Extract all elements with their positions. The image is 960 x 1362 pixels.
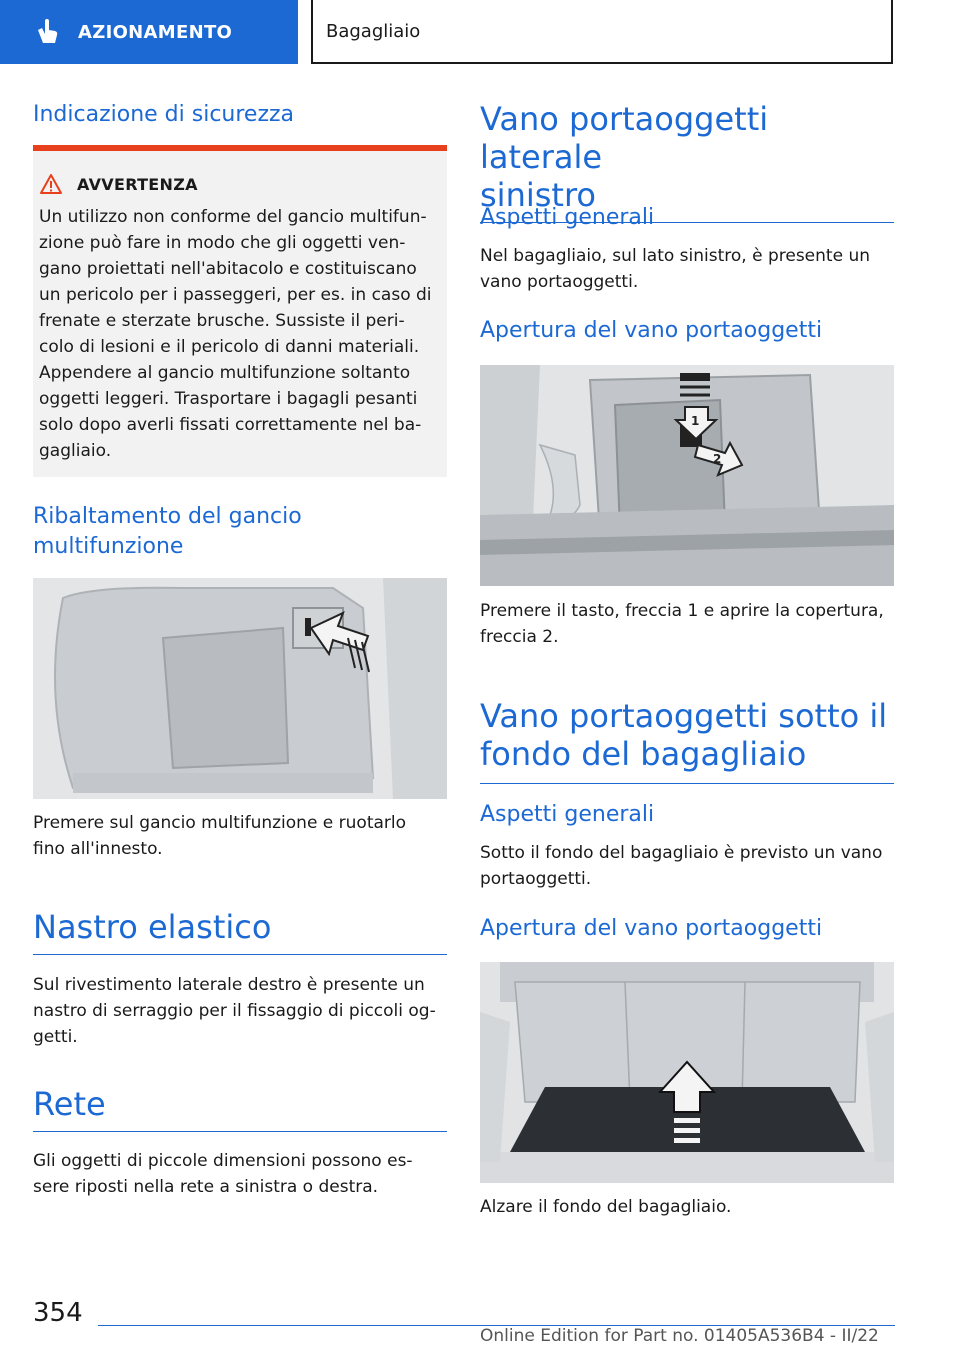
safety-heading-wrap <box>33 102 447 127</box>
warning-line: oggetti leggeri. Trasportare i bagagli pesanti <box>39 389 418 409</box>
chapter-box <box>311 0 893 64</box>
side-general-line: vano portaoggetti. <box>480 272 639 292</box>
net-heading: Rete <box>33 1085 106 1123</box>
side-general-heading: Aspetti generali <box>480 205 655 230</box>
side-opening-text <box>480 598 894 650</box>
side-compartment-illustration <box>480 365 894 586</box>
side-general-wrap <box>480 205 894 230</box>
side-general-text <box>480 243 894 295</box>
net-text-line: Gli oggetti di piccole dimensioni possono es- <box>33 1151 413 1171</box>
section-tab[interactable] <box>0 0 298 64</box>
hook-heading <box>33 502 447 562</box>
side-opening-heading: Apertura del vano portaoggetti <box>480 318 823 343</box>
hook-text <box>33 810 447 862</box>
floor-opening-heading: Apertura del vano portaoggetti <box>480 916 823 941</box>
warning-header <box>39 173 447 195</box>
elastic-heading: Nastro elastico <box>33 908 272 946</box>
side-opening-wrap <box>480 318 894 343</box>
side-opening-line: Premere il tasto, freccia 1 e aprire la copertura, <box>480 601 884 621</box>
hook-heading-line: multifunzione <box>33 534 184 559</box>
floor-heading-line: Vano portaoggetti sotto il <box>480 697 888 735</box>
warning-box <box>33 145 447 477</box>
floor-opening-wrap <box>480 916 894 941</box>
elastic-text-line: nastro di serraggio per il fissaggio di piccoli og- <box>33 1001 436 1021</box>
floor-general-line: Sotto il fondo del bagagliaio è previsto un vano <box>480 843 883 863</box>
warning-line: gano proiettati nell'abitacolo e costituiscano <box>39 259 417 279</box>
net-text-line: sere riposti nella rete a sinistra o destra. <box>33 1177 379 1197</box>
floor-general-wrap <box>480 802 894 827</box>
side-general-line: Nel bagagliaio, sul lato sinistro, è presente un <box>480 246 870 266</box>
warning-text <box>39 204 447 464</box>
arrow-label-1: 1 <box>691 414 700 428</box>
side-heading-line: sinistro <box>480 176 596 214</box>
warning-line: colo di lesioni e il pericolo di danni materiali. <box>39 337 420 357</box>
warning-line: frenate e sterzate brusche. Sussiste il peri- <box>39 311 405 331</box>
warning-line: Appendere al gancio multifunzione soltanto <box>39 363 411 383</box>
elastic-text <box>33 972 447 1050</box>
side-heading <box>480 100 894 214</box>
arrow-label-2: 2 <box>713 452 722 466</box>
net-text <box>33 1148 447 1200</box>
warning-title: AVVERTENZA <box>77 174 198 194</box>
floor-heading-line: fondo del bagagliaio <box>480 735 807 773</box>
floor-general-heading: Aspetti generali <box>480 802 655 827</box>
elastic-heading-wrap <box>33 908 447 955</box>
warning-line: solo dopo averli fissati correttamente nel ba- <box>39 415 422 435</box>
warning-line: gagliaio. <box>39 441 112 461</box>
warning-triangle-icon <box>39 173 63 195</box>
hook-heading-line: Ribaltamento del gancio <box>33 504 302 529</box>
hand-pointer-icon <box>32 17 62 47</box>
section-title: AZIONAMENTO <box>78 21 233 43</box>
hook-figure <box>33 578 447 799</box>
floor-compartment-illustration <box>480 962 894 1183</box>
floor-compartment-figure <box>480 962 894 1183</box>
floor-opening-text <box>480 1194 894 1220</box>
page-number: 354 <box>33 1298 83 1328</box>
hook-text-line: fino all'innesto. <box>33 839 163 859</box>
safety-heading: Indicazione di sicurezza <box>33 102 295 127</box>
elastic-text-line: getti. <box>33 1027 78 1047</box>
hook-illustration <box>33 578 447 799</box>
side-compartment-figure <box>480 365 894 586</box>
warning-line: zione può fare in modo che gli oggetti ven- <box>39 233 406 253</box>
floor-general-line: portaoggetti. <box>480 869 592 889</box>
floor-heading-wrap <box>480 697 894 784</box>
net-heading-wrap <box>33 1085 447 1132</box>
floor-heading <box>480 697 894 773</box>
side-opening-line: freccia 2. <box>480 627 559 647</box>
chapter-title: Bagagliaio <box>326 20 421 42</box>
floor-general-text <box>480 840 894 892</box>
warning-line: Un utilizzo non conforme del gancio multifun- <box>39 207 427 227</box>
side-heading-line: Vano portaoggetti laterale <box>480 100 769 176</box>
elastic-text-line: Sul rivestimento laterale destro è presente un <box>33 975 425 995</box>
hook-text-line: Premere sul gancio multifunzione e ruotarlo <box>33 813 407 833</box>
floor-opening-line: Alzare il fondo del bagagliaio. <box>480 1197 732 1217</box>
hook-heading-wrap <box>33 502 447 562</box>
footer-edition: Online Edition for Part no. 01405A536B4 - II/22 <box>480 1326 879 1346</box>
warning-line: un pericolo per i passeggeri, per es. in caso di <box>39 285 432 305</box>
